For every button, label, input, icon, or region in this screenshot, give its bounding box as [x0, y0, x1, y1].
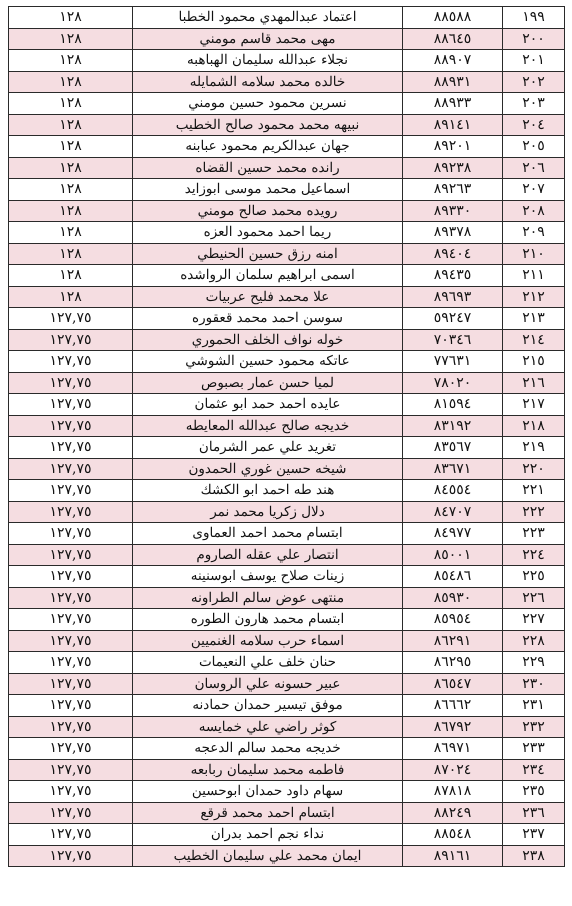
- score: ١٢٧,٧٥: [9, 523, 133, 545]
- applicant-name: ابتسام احمد محمد قرقع: [133, 802, 403, 824]
- row-index: ٢٢٧: [503, 609, 565, 631]
- applicant-id: ٨٥٩٣٠: [403, 587, 503, 609]
- applicant-id: ٨٦٧٩٢: [403, 716, 503, 738]
- row-index: ٢١٠: [503, 243, 565, 265]
- row-index: ٢٠٤: [503, 114, 565, 136]
- score: ١٢٨: [9, 7, 133, 29]
- applicant-id: ٨٥٠٠١: [403, 544, 503, 566]
- row-index: ٢٠٥: [503, 136, 565, 158]
- row-index: ٢١٨: [503, 415, 565, 437]
- row-index: ٢١٥: [503, 351, 565, 373]
- table-row: [9, 673, 565, 695]
- table-row: [9, 372, 565, 394]
- applicant-name: خالده محمد سلامه الشمايله: [133, 71, 403, 93]
- applicant-name: نبيهه محمد محمود صالح الخطيب: [133, 114, 403, 136]
- applicant-name: هند طه احمد ابو الكشك: [133, 480, 403, 502]
- row-index: ٢٢١: [503, 480, 565, 502]
- applicant-name: دلال زكريا محمد نمر: [133, 501, 403, 523]
- applicant-name: اسماعيل محمد موسى ابوزايد: [133, 179, 403, 201]
- row-index: ٢٠١: [503, 50, 565, 72]
- results-table-body: [9, 7, 565, 867]
- table-row: [9, 50, 565, 72]
- table-row: [9, 802, 565, 824]
- score: ١٢٧,٧٥: [9, 480, 133, 502]
- row-index: ٢٠٣: [503, 93, 565, 115]
- applicant-name: اعتماد عبدالمهدي محمود الخطبا: [133, 7, 403, 29]
- applicant-id: ٨٩٦٩٣: [403, 286, 503, 308]
- score: ١٢٨: [9, 222, 133, 244]
- row-index: ٢١٣: [503, 308, 565, 330]
- table-row: [9, 71, 565, 93]
- applicant-id: ٨٩٢٦٣: [403, 179, 503, 201]
- results-table: [8, 6, 565, 867]
- score: ١٢٧,٧٥: [9, 329, 133, 351]
- table-row: [9, 759, 565, 781]
- row-index: ٢٢٠: [503, 458, 565, 480]
- score: ١٢٨: [9, 71, 133, 93]
- applicant-name: ابتسام محمد احمد العماوى: [133, 523, 403, 545]
- applicant-name: خديجه صالح عبدالله المعايطه: [133, 415, 403, 437]
- table-row: [9, 93, 565, 115]
- score: ١٢٧,٧٥: [9, 609, 133, 631]
- score: ١٢٧,٧٥: [9, 351, 133, 373]
- score: ١٢٨: [9, 136, 133, 158]
- table-row: [9, 824, 565, 846]
- row-index: ٢٠٢: [503, 71, 565, 93]
- score: ١٢٧,٧٥: [9, 372, 133, 394]
- row-index: ٢٢٦: [503, 587, 565, 609]
- score: ١٢٧,٧٥: [9, 415, 133, 437]
- row-index: ٢١٩: [503, 437, 565, 459]
- row-index: ٢٢٣: [503, 523, 565, 545]
- score: ١٢٧,٧٥: [9, 716, 133, 738]
- table-row: [9, 222, 565, 244]
- table-row: [9, 781, 565, 803]
- score: ١٢٨: [9, 157, 133, 179]
- applicant-name: رانده محمد حسين القضاه: [133, 157, 403, 179]
- applicant-name: موفق تيسير حمدان حمادنه: [133, 695, 403, 717]
- applicant-name: سهام داود حمدان ابوحسين: [133, 781, 403, 803]
- score: ١٢٧,٧٥: [9, 673, 133, 695]
- score: ١٢٧,٧٥: [9, 845, 133, 867]
- row-index: ٢٢٢: [503, 501, 565, 523]
- score: ١٢٨: [9, 114, 133, 136]
- applicant-id: ٨٣٥٦٧: [403, 437, 503, 459]
- applicant-name: اسماء حرب سلامه الغنميين: [133, 630, 403, 652]
- table-row: [9, 501, 565, 523]
- table-row: [9, 716, 565, 738]
- table-row: [9, 243, 565, 265]
- applicant-name: ريما احمد محمود العزه: [133, 222, 403, 244]
- applicant-name: شيخه حسين غوري الحمدون: [133, 458, 403, 480]
- applicant-id: ٨٨٩٣٣: [403, 93, 503, 115]
- row-index: ١٩٩: [503, 7, 565, 29]
- score: ١٢٨: [9, 243, 133, 265]
- row-index: ٢٠٩: [503, 222, 565, 244]
- row-index: ٢١٢: [503, 286, 565, 308]
- score: ١٢٨: [9, 50, 133, 72]
- applicant-name: نداء نجم احمد بدران: [133, 824, 403, 846]
- score: ١٢٧,٧٥: [9, 544, 133, 566]
- row-index: ٢٣٦: [503, 802, 565, 824]
- applicant-name: رويده محمد صالح مومني: [133, 200, 403, 222]
- applicant-id: ٨٥٤٨٦: [403, 566, 503, 588]
- score: ١٢٨: [9, 286, 133, 308]
- table-row: [9, 308, 565, 330]
- row-index: ٢٠٦: [503, 157, 565, 179]
- score: ١٢٨: [9, 200, 133, 222]
- applicant-id: ٨٦٢٩١: [403, 630, 503, 652]
- table-row: [9, 286, 565, 308]
- applicant-name: زينات صلاح يوسف ابوسنينه: [133, 566, 403, 588]
- table-row: [9, 394, 565, 416]
- table-row: [9, 329, 565, 351]
- score: ١٢٧,٧٥: [9, 695, 133, 717]
- applicant-id: ٨٥٩٥٤: [403, 609, 503, 631]
- row-index: ٢٣٣: [503, 738, 565, 760]
- applicant-id: ٧٧٦٣١: [403, 351, 503, 373]
- row-index: ٢٠٧: [503, 179, 565, 201]
- row-index: ٢٢٩: [503, 652, 565, 674]
- row-index: ٢٣٥: [503, 781, 565, 803]
- table-row: [9, 609, 565, 631]
- table-row: [9, 480, 565, 502]
- applicant-name: عاتكه محمود حسين الشوشي: [133, 351, 403, 373]
- applicant-id: ٨٩٢٠١: [403, 136, 503, 158]
- applicant-name: عايده احمد حمد ابو عثمان: [133, 394, 403, 416]
- score: ١٢٧,٧٥: [9, 458, 133, 480]
- applicant-name: خديجه محمد سالم الدعجه: [133, 738, 403, 760]
- applicant-id: ٨٨٦٤٥: [403, 28, 503, 50]
- applicant-id: ٨٩٣٣٠: [403, 200, 503, 222]
- row-index: ٢١٤: [503, 329, 565, 351]
- score: ١٢٧,٧٥: [9, 738, 133, 760]
- table-row: [9, 351, 565, 373]
- table-row: [9, 630, 565, 652]
- score: ١٢٧,٧٥: [9, 824, 133, 846]
- applicant-id: ٨٦٢٩٥: [403, 652, 503, 674]
- applicant-name: سوسن احمد محمد قعقوره: [133, 308, 403, 330]
- applicant-id: ٨٦٩٧١: [403, 738, 503, 760]
- row-index: ٢١١: [503, 265, 565, 287]
- applicant-id: ٨٣٦٧١: [403, 458, 503, 480]
- score: ١٢٧,٧٥: [9, 802, 133, 824]
- row-index: ٢١٦: [503, 372, 565, 394]
- score: ١٢٧,٧٥: [9, 394, 133, 416]
- row-index: ٢٠٨: [503, 200, 565, 222]
- applicant-name: انتصار علي عقله الصاروم: [133, 544, 403, 566]
- applicant-id: ٨٦٦٦٢: [403, 695, 503, 717]
- applicant-id: ٨٩٢٣٨: [403, 157, 503, 179]
- row-index: ٢٣٨: [503, 845, 565, 867]
- applicant-name: تغريد علي عمر الشرمان: [133, 437, 403, 459]
- applicant-id: ٥٩٢٤٧: [403, 308, 503, 330]
- row-index: ٢٣٠: [503, 673, 565, 695]
- row-index: ٢١٧: [503, 394, 565, 416]
- applicant-id: ٧٨٠٢٠: [403, 372, 503, 394]
- table-row: [9, 114, 565, 136]
- score: ١٢٨: [9, 179, 133, 201]
- applicant-id: ٨٨٩٣١: [403, 71, 503, 93]
- applicant-name: علا محمد فليح عربيات: [133, 286, 403, 308]
- row-index: ٢٢٥: [503, 566, 565, 588]
- score: ١٢٧,٧٥: [9, 437, 133, 459]
- applicant-name: فاطمه محمد سليمان ربابعه: [133, 759, 403, 781]
- applicant-name: لميا حسن عمار بصبوص: [133, 372, 403, 394]
- applicant-id: ٨٧٨١٨: [403, 781, 503, 803]
- row-index: ٢٢٤: [503, 544, 565, 566]
- applicant-id: ٨٧٠٢٤: [403, 759, 503, 781]
- score: ١٢٧,٧٥: [9, 781, 133, 803]
- applicant-name: اسمى ابراهيم سلمان الرواشده: [133, 265, 403, 287]
- table-row: [9, 845, 565, 867]
- table-row: [9, 415, 565, 437]
- applicant-id: ٨٨٥٨٨: [403, 7, 503, 29]
- score: ١٢٧,٧٥: [9, 308, 133, 330]
- table-row: [9, 28, 565, 50]
- table-row: [9, 7, 565, 29]
- applicant-id: ٨٨٥٤٨: [403, 824, 503, 846]
- table-row: [9, 136, 565, 158]
- applicant-id: ٨٣١٩٢: [403, 415, 503, 437]
- applicant-id: ٨٦٥٤٧: [403, 673, 503, 695]
- score: ١٢٧,٧٥: [9, 501, 133, 523]
- applicant-id: ٨٨٢٤٩: [403, 802, 503, 824]
- table-row: [9, 587, 565, 609]
- score: ١٢٧,٧٥: [9, 652, 133, 674]
- applicant-id: ٨٩٤٣٥: [403, 265, 503, 287]
- table-row: [9, 566, 565, 588]
- applicant-id: ٨٤٩٧٧: [403, 523, 503, 545]
- applicant-name: منتهى عوض سالم الطراونه: [133, 587, 403, 609]
- row-index: ٢٣٤: [503, 759, 565, 781]
- row-index: ٢٣١: [503, 695, 565, 717]
- table-row: [9, 652, 565, 674]
- table-row: [9, 265, 565, 287]
- score: ١٢٧,٧٥: [9, 759, 133, 781]
- score: ١٢٧,٧٥: [9, 587, 133, 609]
- table-row: [9, 544, 565, 566]
- applicant-id: ٨٩١٦١: [403, 845, 503, 867]
- applicant-id: ٨٨٩٠٧: [403, 50, 503, 72]
- applicant-id: ٨٩٤٠٤: [403, 243, 503, 265]
- applicant-name: نجلاء عبدالله سليمان الهباهبه: [133, 50, 403, 72]
- applicant-id: ٧٠٣٤٦: [403, 329, 503, 351]
- applicant-id: ٨٩١٤١: [403, 114, 503, 136]
- applicant-name: نسرين محمود حسين مومني: [133, 93, 403, 115]
- applicant-id: ٨٩٣٧٨: [403, 222, 503, 244]
- applicant-name: ابتسام محمد هارون الطوره: [133, 609, 403, 631]
- applicant-name: مهى محمد قاسم مومني: [133, 28, 403, 50]
- row-index: ٢٠٠: [503, 28, 565, 50]
- applicant-id: ٨٤٥٥٤: [403, 480, 503, 502]
- applicant-name: عبير حسونه علي الروسان: [133, 673, 403, 695]
- table-row: [9, 738, 565, 760]
- applicant-name: امنه رزق حسين الحنيطي: [133, 243, 403, 265]
- applicant-name: خوله نواف الخلف الحموري: [133, 329, 403, 351]
- table-row: [9, 437, 565, 459]
- score: ١٢٧,٧٥: [9, 630, 133, 652]
- applicant-name: حنان خلف علي النعيمات: [133, 652, 403, 674]
- table-row: [9, 157, 565, 179]
- score: ١٢٨: [9, 28, 133, 50]
- score: ١٢٧,٧٥: [9, 566, 133, 588]
- table-row: [9, 179, 565, 201]
- row-index: ٢٣٢: [503, 716, 565, 738]
- row-index: ٢٣٧: [503, 824, 565, 846]
- table-row: [9, 523, 565, 545]
- applicant-id: ٨١٥٩٤: [403, 394, 503, 416]
- applicant-name: كوثر راضي علي خمايسه: [133, 716, 403, 738]
- score: ١٢٨: [9, 265, 133, 287]
- table-row: [9, 200, 565, 222]
- applicant-id: ٨٤٧٠٧: [403, 501, 503, 523]
- score: ١٢٨: [9, 93, 133, 115]
- applicant-name: ايمان محمد علي سليمان الخطيب: [133, 845, 403, 867]
- table-row: [9, 458, 565, 480]
- row-index: ٢٢٨: [503, 630, 565, 652]
- table-row: [9, 695, 565, 717]
- applicant-name: جهان عبدالكريم محمود عبابنه: [133, 136, 403, 158]
